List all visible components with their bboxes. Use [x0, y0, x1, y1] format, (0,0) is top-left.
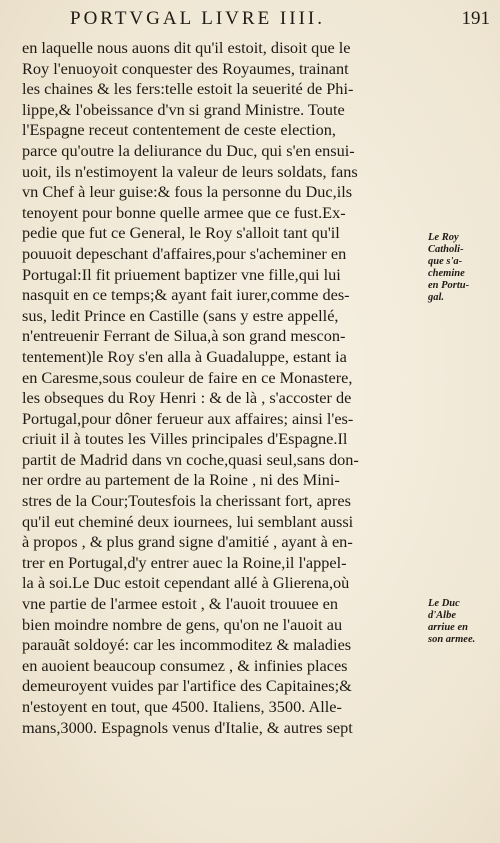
margin-note-line: son armee. [428, 634, 476, 645]
margin-note [428, 598, 498, 646]
text-line: parce qu'outre la deliurance du Duc, qui s'en ensui- [22, 140, 355, 160]
text-line: nasquit en ce temps;& ayant fait iurer,comme des- [22, 285, 350, 305]
text-line: à propos , & plus grand signe d'amitié , ayant à en- [22, 532, 353, 552]
margin-note [428, 232, 498, 304]
margin-note-line: en Portu- [428, 280, 470, 291]
text-line: n'estoyent en tout, que 4500. Italiens, 3500. Alle- [22, 697, 342, 716]
text-line: parauãt soldoyé: car les incommoditez & maladies [22, 635, 352, 655]
text-line: uoit, ils n'estimoyent la valeur de leurs soldats, fans [22, 161, 358, 181]
text-line: en Caresme,sous couleur de faire en ce Monastere, [22, 367, 353, 387]
text-line: n'entreuenir Ferrant de Silua,à son grand mescon- [22, 326, 346, 346]
text-line: vn Chef à leur guise:& fous la personne du Duc,ils [22, 182, 353, 202]
text-line: pedie que fut ce General, le Roy s'alloit tant qu'il [22, 223, 340, 243]
text-line: en laquelle nous auons dit qu'il estoit, disoit que le [22, 38, 351, 57]
text-line: en auoient beaucoup consumez , & infinies places [22, 655, 348, 675]
text-line: tentement)le Roy s'en alla à Guadaluppe, estant ia [22, 346, 347, 366]
text-line: demeuroyent vuides par l'artifice des Capitaines;& [22, 676, 352, 696]
text-line: sus, ledit Prince en Castille (sans y estre appellé, [22, 305, 339, 325]
text-line: Roy l'enuoyoit conquester des Royaumes, trainant [22, 58, 349, 78]
margin-note-line: que s'a- [428, 256, 463, 267]
text-line: stres de la Cour;Toutesfois la cherissant fort, apres [22, 491, 351, 511]
page-number: 191 [461, 8, 490, 29]
text-line: qu'il eut cheminé deux iournees, lui semblant aussi [22, 511, 354, 531]
text-line: pouuoit depeschant d'affaires,pour s'acheminer en [22, 243, 347, 263]
text-line: les chaines & les fers:telle estoit la seuerité de Phi- [22, 79, 354, 99]
page-header [70, 6, 490, 34]
body-text [22, 38, 422, 738]
margin-note-line: Le Roy [428, 232, 459, 243]
text-line: la à soi.Le Duc estoit cependant allé à Glierena,où [22, 573, 350, 593]
text-line: bien moindre nombre de gens, qu'on ne l'auoit au [22, 614, 343, 634]
running-title: PORTVGAL LIVRE IIII. [70, 8, 325, 29]
margin-note-line: Catholi- [428, 244, 464, 255]
text-line: l'Espagne receut contentement de ceste election, [22, 120, 336, 140]
text-line: vne partie de l'armee estoit , & l'auoit trouuee en [22, 594, 338, 614]
margin-note-line: Le Duc [428, 598, 460, 609]
text-line: Portugal:Il fit priuement baptizer vne fille,qui lui [22, 264, 341, 284]
text-line: mans,3000. Espagnols venus d'Italie, & autres sept [22, 717, 353, 737]
text-line: les obseques du Roy Henri : & de là , s'accoster de [22, 388, 352, 408]
margin-note-line: d'Albe [428, 610, 456, 621]
text-line: ner ordre au partement de la Roine , ni des Mini- [22, 470, 340, 490]
text-line: criuit il à toutes les Villes principales d'Espagne.Il [22, 429, 348, 449]
text-line: Portugal,pour dôner ferueur aux affaires; ainsi l'es- [22, 408, 354, 428]
margin-note-line: gal. [428, 292, 445, 303]
text-line: partit de Madrid dans vn coche,quasi seul,sans don- [22, 449, 359, 469]
margin-note-line: arriue en [428, 622, 468, 633]
margin-note-line: chemine [428, 268, 465, 279]
text-line: trer en Portugal,d'y entrer auec la Roine,il l'appel- [22, 552, 347, 572]
text-line: lippe,& l'obeissance d'vn si grand Ministre. Toute [22, 99, 345, 119]
text-line: tenoyent pour bonne quelle armee que ce fust.Ex- [22, 202, 346, 222]
